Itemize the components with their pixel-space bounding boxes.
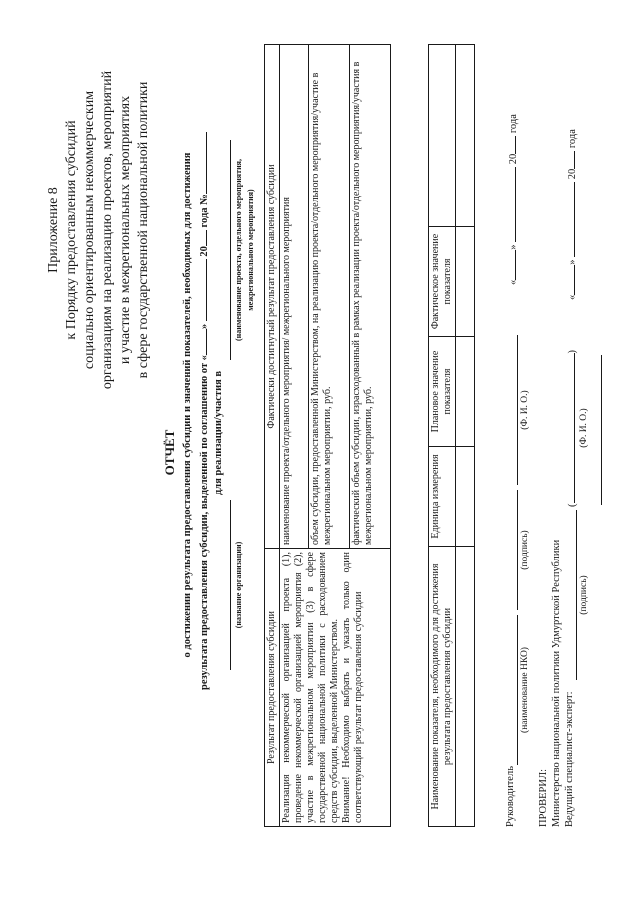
appendix-line: в сфере государственной национальной политики [136, 81, 151, 379]
results-left-cell [280, 549, 391, 827]
specialist-paren-open: ( [567, 503, 578, 507]
head-year-blank[interactable] [505, 136, 516, 154]
results-left-text: Реализация некоммерческой организацией проекта (1), проведение некоммерческой организацией мероприятия (2), участие в межрегиональном мероприятии (3) в сфере государственной национальной политики с расходованием средств субсидии, выделенной Министерством. [281, 552, 340, 823]
indicator-header-planned: Плановое значение показателя [429, 337, 456, 447]
results-row-project-name[interactable]: наименование проекта/отдельного мероприятия/ межрегионального мероприятия [280, 45, 309, 549]
appendix-line: социально ориентированным некоммерческим [82, 90, 97, 370]
project-caption-2: межрегионального мероприятия) [246, 189, 255, 311]
specialist-bottom-line [600, 355, 602, 505]
indicator-header-blank [429, 45, 456, 227]
head-day-blank[interactable] [505, 250, 516, 280]
agreement-day-blank[interactable] [196, 329, 207, 355]
appendix-line: организациям на реализацию проектов, мероприятий [100, 70, 115, 390]
results-row-subsidy-amount[interactable]: объем субсидии, предоставленной Министерством, на реализацию проекта/отдельного мероприятия/участие в межрегиональном мероприятии, руб. [309, 45, 350, 549]
specialist-date-close: » [567, 259, 578, 265]
specialist-year-blank[interactable] [564, 151, 575, 169]
specialist-date [564, 129, 578, 300]
indicator-header-name: Наименование показателя, необходимого для достижения результата предоставления субсидии [429, 547, 456, 827]
results-table [264, 44, 391, 827]
head-sign-caption: (подпись) [520, 530, 530, 570]
results-header-result: Результат предоставления субсидии [265, 549, 280, 827]
agreement-year-prefix: 20 [199, 246, 210, 257]
specialist-year-suffix: года [567, 129, 578, 149]
specialist-label: Ведущий специалист-эксперт: [564, 691, 575, 827]
results-left-note: Внимание! Необходимо выбрать и указать только один соответствующий результат предоставления субсидии [341, 552, 364, 823]
agreement-number-blank[interactable] [196, 132, 207, 194]
indicator-cell[interactable] [456, 447, 475, 547]
checked-label: ПРОВЕРИЛ: [538, 768, 549, 827]
indicator-cell[interactable] [456, 45, 475, 227]
appendix-line: и участие в межрегиональных мероприятиях [118, 95, 133, 365]
indicator-cell[interactable] [456, 227, 475, 337]
agreement-month-blank[interactable] [196, 259, 207, 321]
indicator-header-actual: Фактическое значение показателя [429, 227, 456, 337]
head-fio-line[interactable] [505, 335, 518, 485]
project-line [220, 140, 231, 360]
specialist-year-prefix: 20 [567, 168, 578, 180]
ministry-name: Министерство национальной политики Удмуртской Республики [551, 539, 562, 827]
head-date-close: » [508, 244, 519, 250]
nko-caption: (наименование НКО) [520, 647, 530, 733]
indicator-cell[interactable] [456, 337, 475, 447]
head-year-suffix: года [508, 114, 519, 134]
specialist-day-blank[interactable] [564, 265, 575, 295]
indicators-table [428, 44, 475, 827]
agreement-year-blank[interactable] [196, 230, 207, 246]
report-subtitle-line2 [196, 40, 211, 690]
results-header-achieved: Фактически достигнутый результат предоставления субсидии [265, 45, 280, 549]
appendix-header [45, 15, 153, 445]
agreement-number-label: года № [199, 194, 210, 228]
report-title: ОТЧЁТ [162, 429, 177, 476]
for-text: для реализации/участия в [213, 370, 224, 495]
appendix-line: Приложение 8 [46, 187, 61, 273]
specialist-sign-line[interactable] [564, 510, 577, 680]
head-date-open: « [508, 279, 519, 285]
indicator-cell[interactable] [456, 547, 475, 827]
project-caption-1: (наименование проекта, отдельного мероприятия, [234, 158, 243, 342]
results-row-actual-spent[interactable]: фактический объем субсидии, израсходованный в рамках реализации проекта/отдельного мероприятия/участия в межрегиональном мероприятии, руб. [350, 45, 391, 549]
specialist-fio-blank[interactable] [564, 354, 575, 504]
head-year-prefix: 20 [508, 153, 519, 165]
report-subtitle-line1: о достижении результата предоставления субсидии и значений показателей, необходимых для достижения [182, 152, 193, 658]
head-label: Руководитель [505, 766, 516, 827]
specialist-month-blank[interactable] [564, 182, 575, 257]
specialist-paren-close: ) [567, 350, 578, 354]
specialist-fio [564, 350, 578, 507]
head-month-blank[interactable] [505, 167, 516, 242]
nko-line [505, 615, 518, 765]
org-line [220, 500, 231, 670]
specialist-date-open: « [567, 294, 578, 300]
specialist-fio-caption: (Ф. И. О.) [579, 408, 589, 448]
specialist-sign-caption: (подпись) [579, 575, 589, 615]
org-caption: (название организации) [234, 541, 243, 629]
agreement-prefix: результата предоставления субсидии, выделенной по соглашению от « [199, 355, 210, 690]
head-fio-caption: (Ф. И. О.) [520, 390, 530, 430]
agreement-day-close: » [199, 323, 210, 330]
head-date [505, 114, 519, 285]
indicator-header-unit: Единица измерения [429, 447, 456, 547]
head-sign-line[interactable] [505, 490, 518, 610]
appendix-line: к Порядку предоставления субсидий [64, 120, 79, 340]
